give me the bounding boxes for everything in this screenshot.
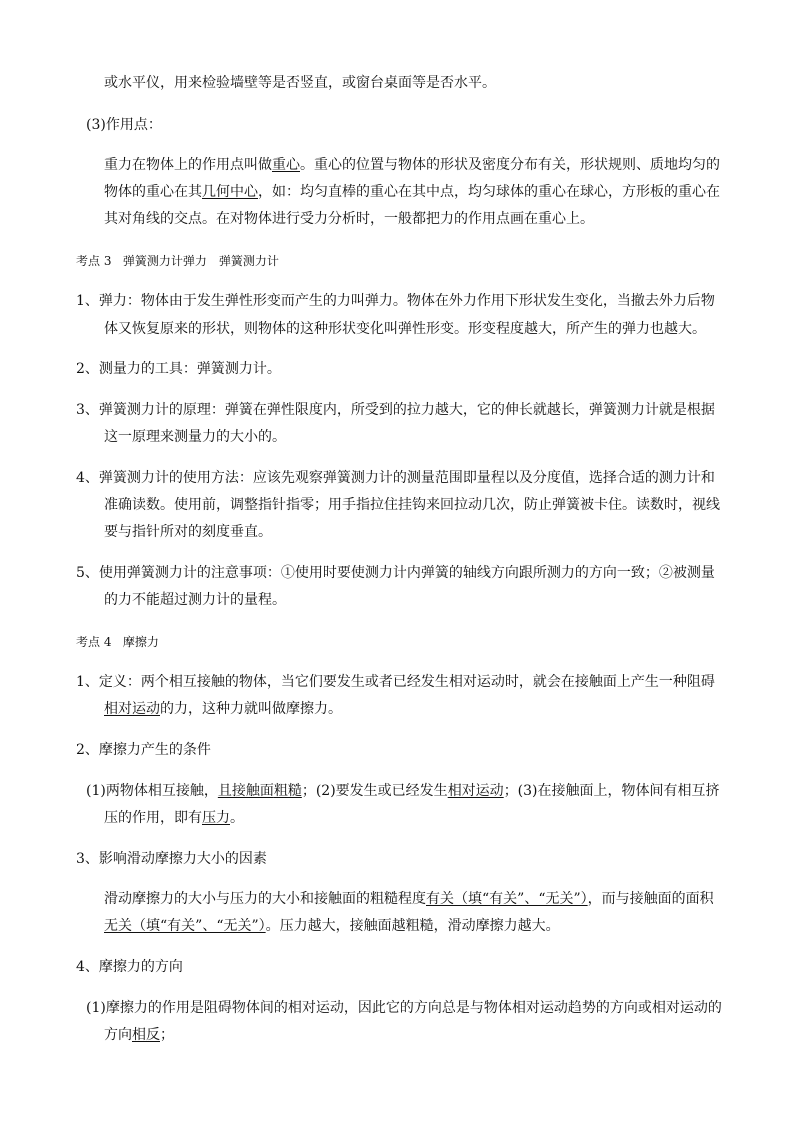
text: (3)作用点： bbox=[86, 117, 162, 133]
text: 2、摩擦力产生的条件 bbox=[76, 742, 211, 758]
text-line bbox=[86, 116, 162, 134]
section-heading bbox=[76, 633, 159, 651]
text: 要与指针所对的刻度垂直。 bbox=[104, 524, 272, 540]
section-heading bbox=[76, 252, 279, 270]
text-line bbox=[76, 360, 281, 378]
text-line bbox=[104, 917, 560, 935]
text: 。重心的位置与物体的形状及密度分布有关，形状规则、质地均匀的 bbox=[300, 157, 720, 173]
text: (1)摩擦力的作用是阻碍物体间的相对运动，因此它的方向总是与物体相对运动趋势的方向或相对运动的 bbox=[86, 1000, 722, 1016]
text-line bbox=[104, 156, 720, 174]
text-line bbox=[104, 74, 496, 92]
text: 或水平仪，用来检验墙壁等是否竖直，或窗台桌面等是否水平。 bbox=[104, 75, 496, 91]
text: 物体的重心在其 bbox=[104, 184, 202, 200]
text: 4、弹簧测力计的使用方法：应该先观察弹簧测力计的测量范围即量程以及分度值，选择合适的测力计和 bbox=[76, 470, 715, 486]
underlined-term: 几何中心 bbox=[202, 184, 258, 200]
underlined-term: 无关（填“有关”、“无关”） bbox=[104, 918, 266, 934]
text-line bbox=[104, 809, 244, 827]
text: 方向 bbox=[104, 1027, 132, 1043]
text: ；(2)要发生或已经发生 bbox=[301, 783, 448, 799]
text: 2、测量力的工具：弹簧测力计。 bbox=[76, 361, 281, 377]
text-line bbox=[76, 292, 715, 310]
text: 。压力越大，接触面越粗糙，滑动摩擦力越大。 bbox=[265, 918, 560, 934]
text: 5、使用弹簧测力计的注意事项：①使用时要使测力计内弹簧的轴线方向跟所测力的方向一致；②被测量 bbox=[76, 565, 715, 581]
text-line bbox=[104, 1026, 174, 1044]
text: 1、定义：两个相互接触的物体，当它们要发生或者已经发生相对运动时，就会在接触面上产生一种阻碍 bbox=[76, 674, 715, 690]
section-label: 考点 3 bbox=[76, 254, 112, 268]
text: 准确读数。使用前，调整指针指零；用手指拉住挂钩来回拉动几次，防止弹簧被卡住。读数时，视线 bbox=[104, 497, 720, 513]
underlined-term: 粗糙 bbox=[273, 783, 302, 799]
text-line bbox=[86, 999, 722, 1017]
text: ，如：均匀直棒的重心在其中点，均匀球体的重心在球心，方形板的重心在 bbox=[258, 184, 720, 200]
underlined-term: 有关（填“有关”、“无关”） bbox=[426, 891, 588, 907]
text-line bbox=[104, 496, 720, 514]
text-line bbox=[104, 890, 714, 908]
text-line bbox=[104, 183, 720, 201]
text: (1)两物体相互接触， bbox=[86, 783, 218, 799]
section-label: 考点 4 bbox=[76, 635, 112, 649]
text: 3、弹簧测力计的原理：弹簧在弹性限度内，所受到的拉力越大，它的伸长就越长，弹簧测力计就是根据 bbox=[76, 402, 715, 418]
text: 1、弹力：物体由于发生弹性形变而产生的力叫弹力。物体在外力作用下形状发生变化，当撤去外力后物 bbox=[76, 293, 715, 309]
text: 体又恢复原来的形状，则物体的这种形状变化叫弹性形变。形变程度越大，所产生的弹力也越大。 bbox=[104, 321, 706, 337]
underlined-term: 且接触面 bbox=[217, 783, 274, 799]
text-line bbox=[76, 401, 715, 419]
section-title: 摩擦力 bbox=[122, 635, 159, 649]
text: 的力不能超过测力计的量程。 bbox=[104, 592, 286, 608]
text-line bbox=[76, 673, 715, 691]
text: 的力，这种力就叫做摩擦力。 bbox=[160, 701, 342, 717]
text: ；(3)在接触面上，物体间有相互挤 bbox=[503, 783, 720, 799]
text-line bbox=[76, 564, 715, 582]
text: 4、摩擦力的方向 bbox=[76, 959, 183, 975]
underlined-term: 相对运动 bbox=[104, 701, 160, 717]
text: 。 bbox=[230, 810, 244, 826]
underlined-term: 相对运动 bbox=[447, 783, 504, 799]
text-line bbox=[104, 523, 272, 541]
text-line bbox=[86, 782, 720, 800]
text: 重力在物体上的作用点叫做 bbox=[104, 157, 272, 173]
text-line bbox=[104, 428, 286, 446]
text: ，而与接触面的面积 bbox=[587, 891, 714, 907]
text-line bbox=[104, 700, 342, 718]
text-line bbox=[104, 210, 594, 228]
underlined-term: 相反 bbox=[132, 1027, 160, 1043]
text: 压的作用，即有 bbox=[104, 810, 202, 826]
text-line bbox=[76, 850, 267, 868]
text: 这一原理来测量力的大小的。 bbox=[104, 429, 286, 445]
text-line bbox=[76, 741, 211, 759]
text-line bbox=[76, 958, 183, 976]
section-title: 弹簧测力计弹力 弹簧测力计 bbox=[122, 254, 279, 268]
text: 其对角线的交点。在对物体进行受力分析时，一般都把力的作用点画在重心上。 bbox=[104, 211, 594, 227]
text: ； bbox=[160, 1027, 174, 1043]
text: 滑动摩擦力的大小与压力的大小和接触面的粗糙程度 bbox=[104, 891, 426, 907]
text-line bbox=[104, 591, 286, 609]
underlined-term: 压力 bbox=[202, 810, 230, 826]
text-line bbox=[104, 320, 706, 338]
text-line bbox=[76, 469, 715, 487]
underlined-term: 重心 bbox=[272, 157, 300, 173]
text: 3、影响滑动摩擦力大小的因素 bbox=[76, 851, 267, 867]
